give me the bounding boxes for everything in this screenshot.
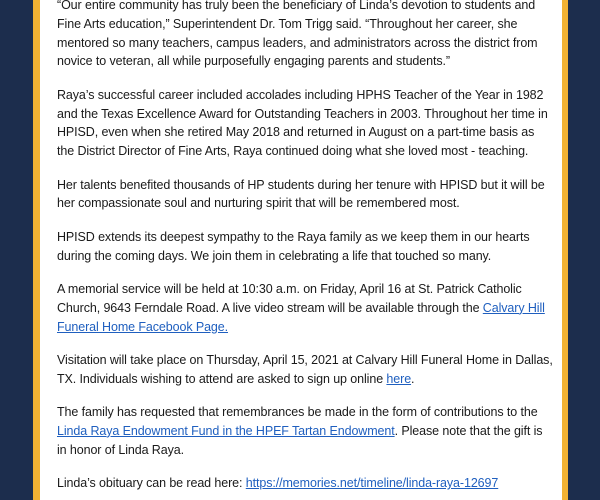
visitation-period: . — [411, 371, 415, 386]
left-gold-border — [33, 0, 40, 500]
paragraph-superintendent-quote: “Our entire community has truly been the beneficiary of Linda’s devotion to students and Fine Arts education,” Superintendent Dr. Tom Trigg said. “Throughout her career, she mentored so many teachers, campus leaders, and administrators across the district from novice to veteran, all while purposefully engaging parents and students.” — [57, 0, 538, 69]
remembrances-text: The family has requested that remembrances be made in the form of contributions to the — [57, 405, 538, 420]
visitation-text: Visitation will take place on Thursday, April 15, 2021 at Calvary Hill Funeral Home in Dallas, TX. Individuals wishing to attend are asked to sign up online — [57, 352, 553, 386]
paragraph-remembrances — [57, 403, 553, 459]
endowment-fund-link[interactable]: Linda Raya Endowment Fund in the HPEF Tartan Endowment — [57, 423, 395, 438]
paragraph-talents: Her talents benefited thousands of HP students during her tenure with HPISD but it will be her compassionate soul and nurturing spirit that will be remembered most. — [57, 177, 545, 211]
letter-content — [57, 0, 553, 500]
signup-here-link[interactable]: here — [386, 371, 412, 386]
remembrances-note: . Please note that the gift is in honor of Linda Raya. — [57, 423, 543, 457]
paragraph-career: Raya’s successful career included accolades including HPHS Teacher of the Year in 1982 and the Texas Excellence Award for Outstanding Teachers in 2003. Throughout her time in HPISD, even when she retired May 2018 and returned in August on a part-time basis as the District Director of Fine Arts, Raya continued doing what she loved most - teaching. — [57, 87, 548, 159]
right-gold-border — [562, 0, 568, 500]
paragraph-obituary — [57, 474, 553, 493]
paragraph-memorial-service — [57, 280, 553, 336]
paragraph-visitation — [57, 351, 553, 389]
letter-body — [40, 0, 562, 500]
memorial-text: A memorial service will be held at 10:30 a.m. on Friday, April 16 at St. Patrick Catholic Church, 9643 Ferndale Road. A live video stream will be available through the — [57, 281, 522, 315]
paragraph-sympathy: HPISD extends its deepest sympathy to the Raya family as we keep them in our hearts during the coming days. We join them in celebrating a life that touched so many. — [57, 229, 530, 263]
obituary-text: Linda’s obituary can be read here: — [57, 476, 246, 491]
obituary-link[interactable]: https://memories.net/timeline/linda-raya-12697 — [245, 476, 499, 491]
facebook-page-link[interactable]: Calvary Hill Funeral Home Facebook Page. — [57, 300, 545, 334]
